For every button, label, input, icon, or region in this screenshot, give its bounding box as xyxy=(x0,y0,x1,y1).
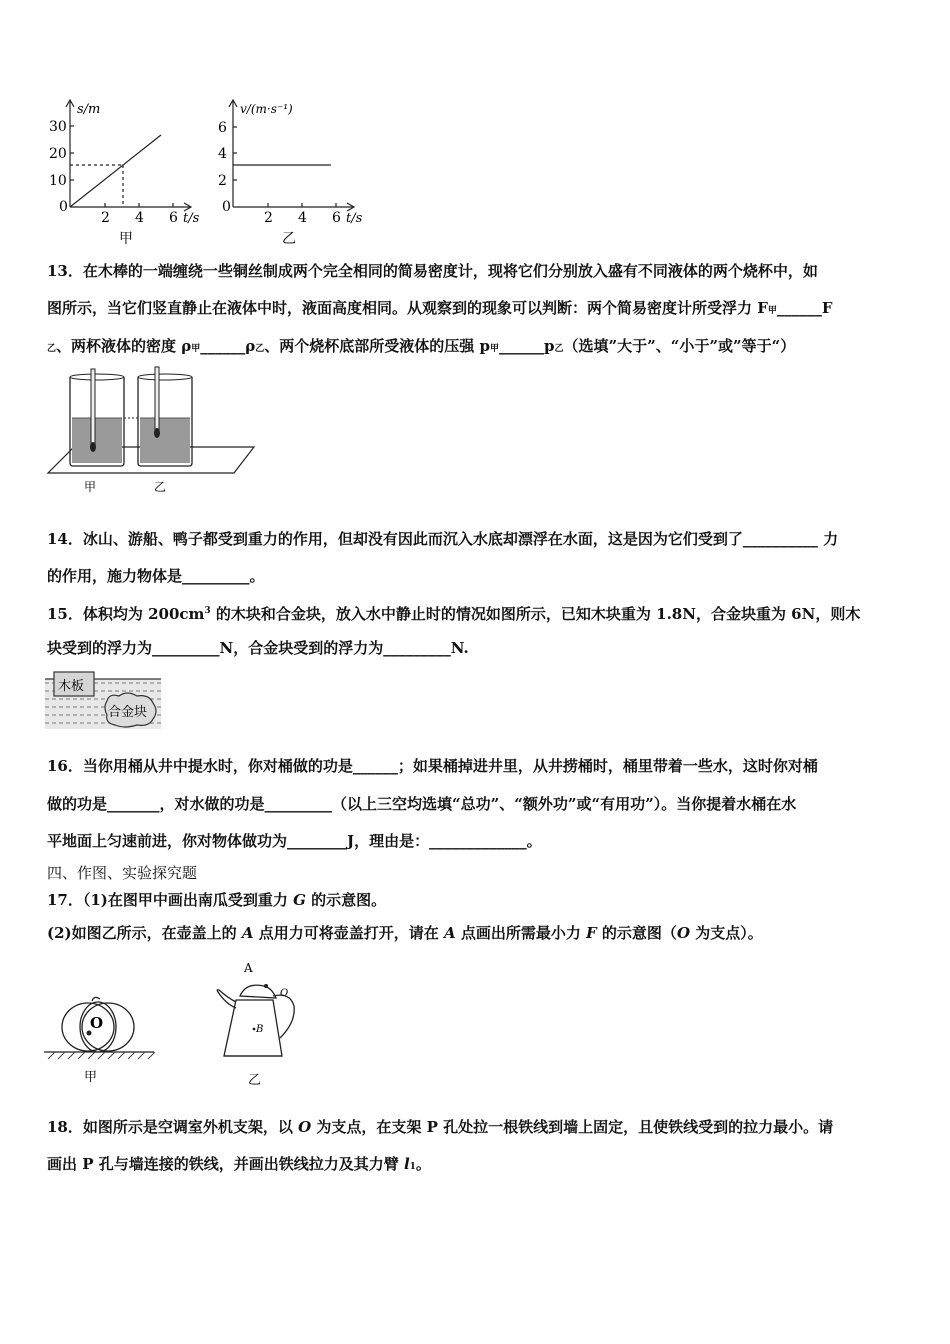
caption-left: 甲 xyxy=(84,1070,98,1085)
tick-label-x-6: 6 xyxy=(332,210,341,226)
q16-line-3: 平地面上匀速前进，你对物体做功为________J，理由是：_____________。 xyxy=(47,832,542,850)
kettle-body xyxy=(224,1000,282,1056)
lid-knob xyxy=(264,984,268,988)
q16-line-2: 做的功是_______，对水做的功是_________（以上三空均选填“总功”、“额外功”或“有用功”）。当你提着水桶在水 xyxy=(47,795,797,813)
tick-label-y-20: 20 xyxy=(49,146,67,162)
pumpkin-center-label: O xyxy=(90,1014,104,1032)
beakers-figure xyxy=(44,365,264,497)
x-axis-label: t/s xyxy=(183,211,200,226)
kettle-lid xyxy=(240,985,276,998)
q13-line-3: 乙、两杯液体的密度 ρ甲______ρ乙、两个烧杯底部所受液体的压强 p甲______p乙（选填”大于”、“小于”或”等于“） xyxy=(47,337,796,355)
q15-line-2: 块受到的浮力为_________N，合金块受到的浮力为_________N. xyxy=(47,639,469,657)
pumpkin-body-left xyxy=(62,1003,114,1051)
pumpkin-stem xyxy=(92,997,100,1001)
graph-jia xyxy=(35,95,210,255)
tick-label-x-4: 4 xyxy=(298,210,307,226)
label-B: B xyxy=(256,1024,264,1035)
wood-label: 木板 xyxy=(58,679,85,694)
q18-line-1: 18．如图所示是空调室外机支架，以 O 为支点，在支架 P 孔处拉一根铁线到墙上固定，且使铁线受到的拉力最小。请 xyxy=(47,1118,834,1136)
graph-yi xyxy=(198,95,378,255)
label-A: A xyxy=(244,961,253,975)
q17-line-1: 17．（1)在图甲中画出南瓜受到重力 G 的示意图。 xyxy=(47,891,387,909)
liquid-left xyxy=(72,418,122,463)
x-axis-label: t/s xyxy=(346,211,363,226)
q15-line-1: 15．体积均为 $200cm^3$ 的木块和合金块，放入水中静止时的情况如图所示，已知木块重为 1.8N，合金块重为 6N，则木 xyxy=(47,605,861,623)
q14-line-1: 14．冰山、游船、鸭子都受到重力的作用，但却没有因此而沉入水底却漂浮在水面，这是因为它们受到了__________ 力 xyxy=(47,530,839,548)
tick-label-x-4: 4 xyxy=(135,210,144,226)
origin-label: 0 xyxy=(59,199,68,215)
tick-label-x-2: 2 xyxy=(264,210,273,226)
liquid-right xyxy=(140,418,190,463)
q17-line-2: (2)如图乙所示，在壶盖上的 A 点用力可将壶盖打开，请在 A 点画出所需最小力 F 的示意图（O 为支点）。 xyxy=(47,924,763,942)
tick-label-y-10: 10 xyxy=(49,173,67,189)
alloy-label: 合金块 xyxy=(108,705,148,720)
q13-line-1: 13．在木棒的一端缠绕一些铜丝制成两个完全相同的简易密度计，现将它们分别放入盛有不同液体的两个烧杯中，如 xyxy=(47,262,818,280)
densimeter-right xyxy=(155,367,159,433)
origin-label: 0 xyxy=(222,199,231,215)
pumpkin-figure xyxy=(42,995,160,1090)
densimeter-left xyxy=(91,369,95,447)
caption-right: 乙 xyxy=(154,480,167,494)
tick-label-y-6: 6 xyxy=(218,120,227,136)
graph-caption: 甲 xyxy=(119,231,133,247)
caption-left: 甲 xyxy=(84,480,97,494)
kettle-figure xyxy=(212,958,312,1090)
tick-label-x-6: 6 xyxy=(169,210,178,226)
q18-line-2: 画出 P 孔与墙连接的铁线，并画出铁线拉力及其力臂 l1。 xyxy=(47,1155,431,1173)
y-axis-label: v/(m·s⁻¹) xyxy=(240,102,293,116)
label-O: O xyxy=(280,988,289,999)
line-series-jia xyxy=(70,135,161,207)
tick-label-y-4: 4 xyxy=(218,146,227,162)
q16-line-1: 16．当你用桶从井中提水时，你对桶做的功是______；如果桶掉进井里，从井捞桶时，桶里带着一些水，这时你对桶 xyxy=(47,757,818,775)
graph-caption: 乙 xyxy=(282,231,296,247)
q13-line-2: 图所示，当它们竖直静止在液体中时，液面高度相同。从观察到的现象可以判断：两个简易密度计所受浮力 F甲______F xyxy=(47,299,833,317)
section-heading: 四、作图、实验探究题 xyxy=(47,864,198,882)
kettle-spout xyxy=(217,990,236,1008)
tick-label-x-2: 2 xyxy=(101,210,110,226)
caption-right: 乙 xyxy=(248,1073,262,1088)
water-figure xyxy=(45,671,165,731)
q14-line-2: 的作用，施力物体是_________。 xyxy=(47,567,265,585)
y-axis-label: s/m xyxy=(77,102,101,117)
tick-label-y-30: 30 xyxy=(49,119,67,135)
tick-label-y-2: 2 xyxy=(218,173,227,189)
